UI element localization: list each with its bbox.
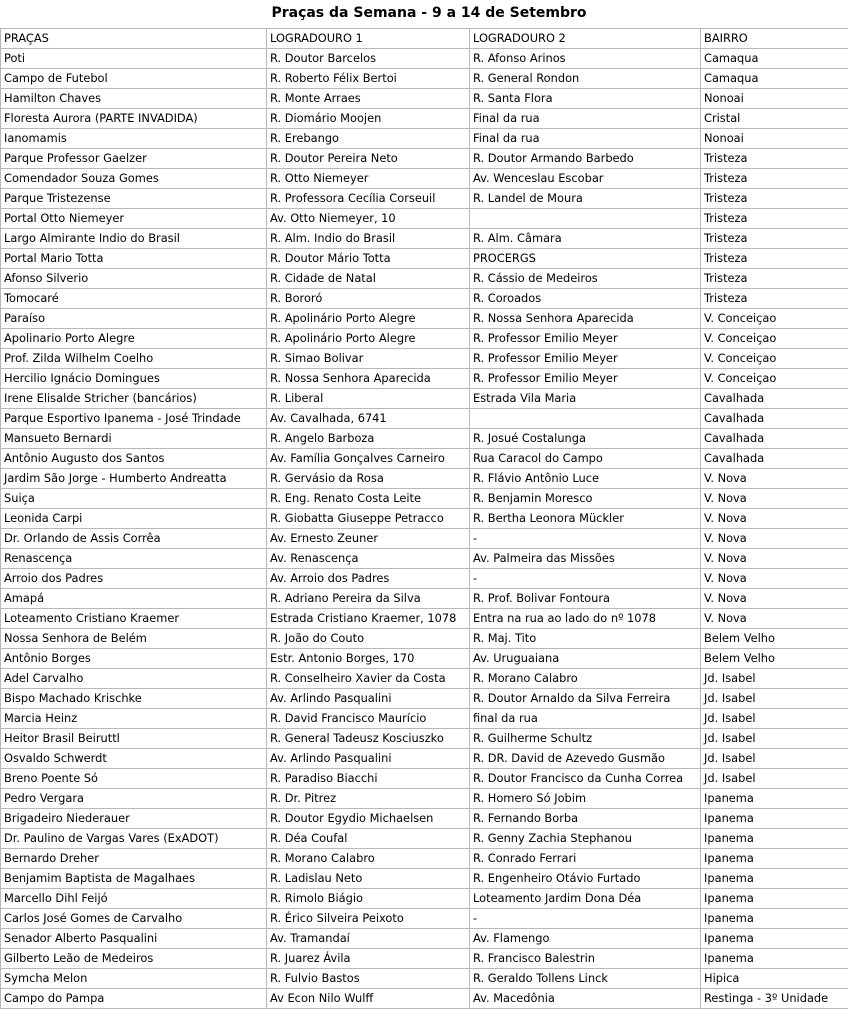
logradouro-2-cell[interactable]: R. Prof. Bolivar Fontoura xyxy=(470,589,701,609)
table-row xyxy=(1,429,848,449)
table-row xyxy=(1,909,848,929)
bairro-cell[interactable]: Camaqua xyxy=(701,69,848,89)
bairro-cell[interactable]: Tristeza xyxy=(701,169,848,189)
logradouro-2-cell[interactable]: R. Homero Só Jobim xyxy=(470,789,701,809)
logradouro-1-cell[interactable]: R. Doutor Barcelos xyxy=(267,49,470,69)
logradouro-2-cell[interactable]: Loteamento Jardim Dona Déa xyxy=(470,889,701,909)
praca-cell[interactable]: Irene Elisalde Stricher (bancários) xyxy=(1,389,267,409)
praca-cell[interactable]: Paraíso xyxy=(1,309,267,329)
logradouro-2-cell[interactable]: R. Benjamin Moresco xyxy=(470,489,701,509)
table-row xyxy=(1,309,848,329)
praca-cell[interactable]: Heitor Brasil Beiruttl xyxy=(1,729,267,749)
logradouro-1-cell[interactable]: R. Rimolo Biágio xyxy=(267,889,470,909)
bairro-cell[interactable]: Jd. Isabel xyxy=(701,729,848,749)
bairro-cell[interactable]: Ipanema xyxy=(701,869,848,889)
table-row xyxy=(1,189,848,209)
table-row xyxy=(1,329,848,349)
table-row xyxy=(1,529,848,549)
bairro-cell[interactable]: Cavalhada xyxy=(701,389,848,409)
bairro-cell[interactable]: Tristeza xyxy=(701,249,848,269)
table-row xyxy=(1,969,848,989)
logradouro-1-cell[interactable]: R. Liberal xyxy=(267,389,470,409)
table-row xyxy=(1,369,848,389)
logradouro-1-cell[interactable]: R. Bororó xyxy=(267,289,470,309)
logradouro-2-cell[interactable]: R. Genny Zachia Stephanou xyxy=(470,829,701,849)
logradouro-1-cell[interactable]: R. Dr. Pitrez xyxy=(267,789,470,809)
bairro-cell[interactable]: Ipanema xyxy=(701,809,848,829)
logradouro-1-cell[interactable]: R. Angelo Barboza xyxy=(267,429,470,449)
table-row xyxy=(1,449,848,469)
header-cell-logradouro-2[interactable]: LOGRADOURO 2 xyxy=(470,29,701,49)
bairro-cell[interactable]: Ipanema xyxy=(701,849,848,869)
praca-cell[interactable]: Breno Poente Só xyxy=(1,769,267,789)
logradouro-1-cell[interactable]: Av. Arroio dos Padres xyxy=(267,569,470,589)
bairro-cell[interactable]: Ipanema xyxy=(701,909,848,929)
logradouro-1-cell[interactable]: Estrada Cristiano Kraemer, 1078 xyxy=(267,609,470,629)
logradouro-2-cell[interactable]: R. Conrado Ferrari xyxy=(470,849,701,869)
logradouro-1-cell[interactable]: R. Diomário Moojen xyxy=(267,109,470,129)
praca-cell[interactable]: Hamilton Chaves xyxy=(1,89,267,109)
logradouro-1-cell[interactable]: R. Alm. Indio do Brasil xyxy=(267,229,470,249)
logradouro-1-cell[interactable]: Av. Família Gonçalves Carneiro xyxy=(267,449,470,469)
logradouro-2-cell[interactable]: R. Fernando Borba xyxy=(470,809,701,829)
praca-cell[interactable]: Bernardo Dreher xyxy=(1,849,267,869)
logradouro-1-cell[interactable]: R. João do Couto xyxy=(267,629,470,649)
header-cell-pracas[interactable]: PRAÇAS xyxy=(1,29,267,49)
logradouro-1-cell[interactable]: R. Morano Calabro xyxy=(267,849,470,869)
logradouro-2-cell[interactable]: R. Professor Emilio Meyer xyxy=(470,329,701,349)
logradouro-2-cell[interactable]: R. Engenheiro Otávio Furtado xyxy=(470,869,701,889)
logradouro-2-cell[interactable]: R. Morano Calabro xyxy=(470,669,701,689)
logradouro-1-cell[interactable]: Av. Renascença xyxy=(267,549,470,569)
logradouro-2-cell[interactable]: R. Geraldo Tollens Linck xyxy=(470,969,701,989)
bairro-cell[interactable]: Ipanema xyxy=(701,829,848,849)
bairro-cell[interactable]: Belem Velho xyxy=(701,629,848,649)
logradouro-1-cell[interactable]: R. Gervásio da Rosa xyxy=(267,469,470,489)
praca-cell[interactable]: Mansueto Bernardi xyxy=(1,429,267,449)
table-row xyxy=(1,469,848,489)
bairro-cell[interactable]: Jd. Isabel xyxy=(701,749,848,769)
bairro-cell[interactable]: V. Conceiçao xyxy=(701,369,848,389)
logradouro-1-cell[interactable]: R. General Tadeusz Kosciuszko xyxy=(267,729,470,749)
bairro-cell[interactable]: Jd. Isabel xyxy=(701,689,848,709)
logradouro-2-cell[interactable]: Entra na rua ao lado do nº 1078 xyxy=(470,609,701,629)
bairro-cell[interactable]: Tristeza xyxy=(701,289,848,309)
praca-cell[interactable]: Jardim São Jorge - Humberto Andreatta xyxy=(1,469,267,489)
praca-cell[interactable]: Portal Mario Totta xyxy=(1,249,267,269)
praca-cell[interactable]: Loteamento Cristiano Kraemer xyxy=(1,609,267,629)
logradouro-1-cell[interactable]: R. Eng. Renato Costa Leite xyxy=(267,489,470,509)
table-row xyxy=(1,589,848,609)
praca-cell[interactable]: Parque Esportivo Ipanema - José Trindade xyxy=(1,409,267,429)
bairro-cell[interactable]: Cavalhada xyxy=(701,409,848,429)
praca-cell[interactable]: Arroio dos Padres xyxy=(1,569,267,589)
logradouro-1-cell[interactable]: R. Otto Niemeyer xyxy=(267,169,470,189)
bairro-cell[interactable]: V. Nova xyxy=(701,549,848,569)
bairro-cell[interactable]: Nonoai xyxy=(701,89,848,109)
table-row xyxy=(1,409,848,429)
praca-cell[interactable]: Hercilio Ignácio Domingues xyxy=(1,369,267,389)
table-row xyxy=(1,149,848,169)
bairro-cell[interactable]: Belem Velho xyxy=(701,649,848,669)
bairro-cell[interactable]: Tristeza xyxy=(701,269,848,289)
bairro-cell[interactable]: Ipanema xyxy=(701,889,848,909)
logradouro-2-cell[interactable]: R. General Rondon xyxy=(470,69,701,89)
table-row xyxy=(1,249,848,269)
logradouro-2-cell[interactable]: - xyxy=(470,529,701,549)
praca-cell[interactable]: Amapá xyxy=(1,589,267,609)
praca-cell[interactable]: Brigadeiro Niederauer xyxy=(1,809,267,829)
logradouro-2-cell[interactable]: R. DR. David de Azevedo Gusmão xyxy=(470,749,701,769)
praca-cell[interactable]: Osvaldo Schwerdt xyxy=(1,749,267,769)
logradouro-1-cell[interactable]: Av. Cavalhada, 6741 xyxy=(267,409,470,429)
praca-cell[interactable]: Antônio Borges xyxy=(1,649,267,669)
table-row xyxy=(1,109,848,129)
logradouro-1-cell[interactable]: R. Professora Cecília Corseuil xyxy=(267,189,470,209)
bairro-cell[interactable]: Tristeza xyxy=(701,189,848,209)
bairro-cell[interactable]: Jd. Isabel xyxy=(701,769,848,789)
logradouro-2-cell[interactable]: Av. Macedônia xyxy=(470,989,701,1009)
bairro-cell[interactable]: Ipanema xyxy=(701,929,848,949)
bairro-cell[interactable]: V. Nova xyxy=(701,569,848,589)
table-row xyxy=(1,989,848,1009)
praca-cell[interactable]: Nossa Senhora de Belém xyxy=(1,629,267,649)
table-row xyxy=(1,229,848,249)
praca-cell[interactable]: Marcello Dihl Feijó xyxy=(1,889,267,909)
bairro-cell[interactable]: V. Nova xyxy=(701,609,848,629)
praca-cell[interactable]: Symcha Melon xyxy=(1,969,267,989)
logradouro-1-cell[interactable]: R. Giobatta Giuseppe Petracco xyxy=(267,509,470,529)
pracas-table xyxy=(0,28,848,1009)
table-row xyxy=(1,209,848,229)
praca-cell[interactable]: Floresta Aurora (PARTE INVADIDA) xyxy=(1,109,267,129)
bairro-cell[interactable]: V. Nova xyxy=(701,469,848,489)
logradouro-2-cell[interactable]: R. Coroados xyxy=(470,289,701,309)
table-row xyxy=(1,789,848,809)
bairro-cell[interactable]: V. Nova xyxy=(701,589,848,609)
logradouro-2-cell[interactable]: - xyxy=(470,569,701,589)
logradouro-1-cell[interactable]: R. Simao Bolivar xyxy=(267,349,470,369)
logradouro-1-cell[interactable]: R. Conselheiro Xavier da Costa xyxy=(267,669,470,689)
table-row xyxy=(1,869,848,889)
praca-cell[interactable]: Parque Tristezense xyxy=(1,189,267,209)
logradouro-2-cell[interactable]: R. Maj. Tito xyxy=(470,629,701,649)
praca-cell[interactable]: Renascença xyxy=(1,549,267,569)
table-row xyxy=(1,349,848,369)
logradouro-2-cell[interactable]: R. Guilherme Schultz xyxy=(470,729,701,749)
praca-cell[interactable]: Antônio Augusto dos Santos xyxy=(1,449,267,469)
praca-cell[interactable]: Prof. Zilda Wilhelm Coelho xyxy=(1,349,267,369)
header-cell-bairro[interactable]: BAIRRO xyxy=(701,29,848,49)
praca-cell[interactable]: Apolinario Porto Alegre xyxy=(1,329,267,349)
table-row xyxy=(1,929,848,949)
logradouro-2-cell[interactable]: R. Josué Costalunga xyxy=(470,429,701,449)
table-row xyxy=(1,129,848,149)
table-row xyxy=(1,289,848,309)
logradouro-2-cell[interactable]: R. Doutor Armando Barbedo xyxy=(470,149,701,169)
praca-cell[interactable]: Dr. Paulino de Vargas Vares (ExADOT) xyxy=(1,829,267,849)
praca-cell[interactable]: Carlos José Gomes de Carvalho xyxy=(1,909,267,929)
logradouro-2-cell[interactable]: R. Bertha Leonora Mückler xyxy=(470,509,701,529)
praca-cell[interactable]: Bispo Machado Krischke xyxy=(1,689,267,709)
logradouro-1-cell[interactable]: R. Erebango xyxy=(267,129,470,149)
table-row xyxy=(1,489,848,509)
logradouro-1-cell[interactable]: R. Juarez Ávila xyxy=(267,949,470,969)
logradouro-2-cell[interactable]: Av. Uruguaiana xyxy=(470,649,701,669)
table-row xyxy=(1,669,848,689)
table-row xyxy=(1,609,848,629)
logradouro-2-cell[interactable]: Av. Wenceslau Escobar xyxy=(470,169,701,189)
table-row xyxy=(1,569,848,589)
praca-cell[interactable]: Portal Otto Niemeyer xyxy=(1,209,267,229)
table-row xyxy=(1,709,848,729)
logradouro-2-cell[interactable]: R. Francisco Balestrin xyxy=(470,949,701,969)
bairro-cell[interactable]: V. Conceiçao xyxy=(701,329,848,349)
praca-cell[interactable]: Dr. Orlando de Assis Corrêa xyxy=(1,529,267,549)
logradouro-2-cell[interactable]: R. Doutor Arnaldo da Silva Ferreira xyxy=(470,689,701,709)
logradouro-1-cell[interactable]: R. Ladislau Neto xyxy=(267,869,470,889)
sheet-title: Praças da Semana - 9 a 14 de Setembro xyxy=(271,5,587,21)
logradouro-2-cell[interactable] xyxy=(470,209,701,229)
praca-cell[interactable]: Parque Professor Gaelzer xyxy=(1,149,267,169)
logradouro-1-cell[interactable]: R. Paradiso Biacchi xyxy=(267,769,470,789)
logradouro-2-cell[interactable]: Estrada Vila Maria xyxy=(470,389,701,409)
bairro-cell[interactable]: Ipanema xyxy=(701,949,848,969)
table-row xyxy=(1,649,848,669)
praca-cell[interactable]: Adel Carvalho xyxy=(1,669,267,689)
bairro-cell[interactable]: V. Conceiçao xyxy=(701,309,848,329)
logradouro-1-cell[interactable]: R. Cidade de Natal xyxy=(267,269,470,289)
logradouro-1-cell[interactable]: Av. Tramandaí xyxy=(267,929,470,949)
logradouro-2-cell[interactable]: R. Nossa Senhora Aparecida xyxy=(470,309,701,329)
logradouro-2-cell[interactable]: R. Doutor Francisco da Cunha Correa xyxy=(470,769,701,789)
table-row xyxy=(1,69,848,89)
logradouro-1-cell[interactable]: R. Apolinário Porto Alegre xyxy=(267,329,470,349)
bairro-cell[interactable]: V. Nova xyxy=(701,489,848,509)
praca-cell[interactable]: Campo do Pampa xyxy=(1,989,267,1009)
logradouro-2-cell[interactable]: R. Professor Emilio Meyer xyxy=(470,369,701,389)
praca-cell[interactable]: Poti xyxy=(1,49,267,69)
table-row xyxy=(1,549,848,569)
logradouro-2-cell[interactable]: Final da rua xyxy=(470,109,701,129)
praca-cell[interactable]: Pedro Vergara xyxy=(1,789,267,809)
logradouro-1-cell[interactable]: Estr. Antonio Borges, 170 xyxy=(267,649,470,669)
table-row xyxy=(1,389,848,409)
bairro-cell[interactable]: Cavalhada xyxy=(701,429,848,449)
logradouro-1-cell[interactable]: Av. Ernesto Zeuner xyxy=(267,529,470,549)
bairro-cell[interactable]: Tristeza xyxy=(701,149,848,169)
logradouro-1-cell[interactable]: Av. Otto Niemeyer, 10 xyxy=(267,209,470,229)
bairro-cell[interactable]: Nonoai xyxy=(701,129,848,149)
bairro-cell[interactable]: Cristal xyxy=(701,109,848,129)
logradouro-1-cell[interactable]: R. Monte Arraes xyxy=(267,89,470,109)
table-row xyxy=(1,749,848,769)
table-row xyxy=(1,849,848,869)
logradouro-2-cell[interactable]: R. Flávio Antônio Luce xyxy=(470,469,701,489)
logradouro-2-cell[interactable]: R. Professor Emilio Meyer xyxy=(470,349,701,369)
praca-cell[interactable]: Senador Alberto Pasqualini xyxy=(1,929,267,949)
table-row xyxy=(1,689,848,709)
bairro-cell[interactable]: Cavalhada xyxy=(701,449,848,469)
praca-cell[interactable]: Ianomamis xyxy=(1,129,267,149)
praca-cell[interactable]: Afonso Silverio xyxy=(1,269,267,289)
table-row xyxy=(1,949,848,969)
logradouro-1-cell[interactable]: Av Econ Nilo Wulff xyxy=(267,989,470,1009)
logradouro-2-cell[interactable]: Av. Flamengo xyxy=(470,929,701,949)
logradouro-2-cell[interactable]: R. Landel de Moura xyxy=(470,189,701,209)
bairro-cell[interactable]: V. Nova xyxy=(701,509,848,529)
praca-cell[interactable]: Benjamim Baptista de Magalhaes xyxy=(1,869,267,889)
bairro-cell[interactable]: Restinga - 3º Unidade xyxy=(701,989,848,1009)
praca-cell[interactable]: Gilberto Leão de Medeiros xyxy=(1,949,267,969)
bairro-cell[interactable]: Camaqua xyxy=(701,49,848,69)
logradouro-1-cell[interactable]: R. David Francisco Maurício xyxy=(267,709,470,729)
logradouro-2-cell[interactable] xyxy=(470,409,701,429)
logradouro-1-cell[interactable]: R. Déa Coufal xyxy=(267,829,470,849)
logradouro-2-cell[interactable]: PROCERGS xyxy=(470,249,701,269)
logradouro-1-cell[interactable]: R. Doutor Pereira Neto xyxy=(267,149,470,169)
praca-cell[interactable]: Marcia Heinz xyxy=(1,709,267,729)
bairro-cell[interactable]: Tristeza xyxy=(701,209,848,229)
logradouro-1-cell[interactable]: R. Roberto Félix Bertoi xyxy=(267,69,470,89)
praca-cell[interactable]: Suiça xyxy=(1,489,267,509)
logradouro-2-cell[interactable]: R. Cássio de Medeiros xyxy=(470,269,701,289)
table-row xyxy=(1,169,848,189)
logradouro-1-cell[interactable]: R. Fulvio Bastos xyxy=(267,969,470,989)
logradouro-2-cell[interactable]: R. Afonso Arinos xyxy=(470,49,701,69)
logradouro-1-cell[interactable]: Av. Arlindo Pasqualini xyxy=(267,749,470,769)
praca-cell[interactable]: Comendador Souza Gomes xyxy=(1,169,267,189)
header-cell-logradouro-1[interactable]: LOGRADOURO 1 xyxy=(267,29,470,49)
logradouro-1-cell[interactable]: R. Érico Silveira Peixoto xyxy=(267,909,470,929)
praca-cell[interactable]: Campo de Futebol xyxy=(1,69,267,89)
bairro-cell[interactable]: Tristeza xyxy=(701,229,848,249)
logradouro-2-cell[interactable]: - xyxy=(470,909,701,929)
table-row xyxy=(1,509,848,529)
logradouro-1-cell[interactable]: R. Apolinário Porto Alegre xyxy=(267,309,470,329)
praca-cell[interactable]: Tomocaré xyxy=(1,289,267,309)
logradouro-2-cell[interactable]: R. Santa Flora xyxy=(470,89,701,109)
logradouro-2-cell[interactable]: final da rua xyxy=(470,709,701,729)
logradouro-1-cell[interactable]: R. Nossa Senhora Aparecida xyxy=(267,369,470,389)
logradouro-1-cell[interactable]: Av. Arlindo Pasqualini xyxy=(267,689,470,709)
logradouro-2-cell[interactable]: Final da rua xyxy=(470,129,701,149)
bairro-cell[interactable]: Jd. Isabel xyxy=(701,669,848,689)
bairro-cell[interactable]: V. Nova xyxy=(701,529,848,549)
bairro-cell[interactable]: Ipanema xyxy=(701,789,848,809)
table-row xyxy=(1,269,848,289)
logradouro-1-cell[interactable]: R. Doutor Egydio Michaelsen xyxy=(267,809,470,829)
table-row xyxy=(1,49,848,69)
header-row xyxy=(1,29,848,49)
logradouro-2-cell[interactable]: Av. Palmeira das Missões xyxy=(470,549,701,569)
bairro-cell[interactable]: Jd. Isabel xyxy=(701,709,848,729)
table-row xyxy=(1,809,848,829)
logradouro-2-cell[interactable]: Rua Caracol do Campo xyxy=(470,449,701,469)
table-body xyxy=(1,49,848,1009)
logradouro-2-cell[interactable]: R. Alm. Câmara xyxy=(470,229,701,249)
table-row xyxy=(1,829,848,849)
table-row xyxy=(1,89,848,109)
table-row xyxy=(1,729,848,749)
logradouro-1-cell[interactable]: R. Doutor Mário Totta xyxy=(267,249,470,269)
table-row xyxy=(1,629,848,649)
bairro-cell[interactable]: V. Conceiçao xyxy=(701,349,848,369)
table-row xyxy=(1,769,848,789)
praca-cell[interactable]: Leonida Carpi xyxy=(1,509,267,529)
bairro-cell[interactable]: Hipica xyxy=(701,969,848,989)
table-row xyxy=(1,889,848,909)
logradouro-1-cell[interactable]: R. Adriano Pereira da Silva xyxy=(267,589,470,609)
praca-cell[interactable]: Largo Almirante Indio do Brasil xyxy=(1,229,267,249)
